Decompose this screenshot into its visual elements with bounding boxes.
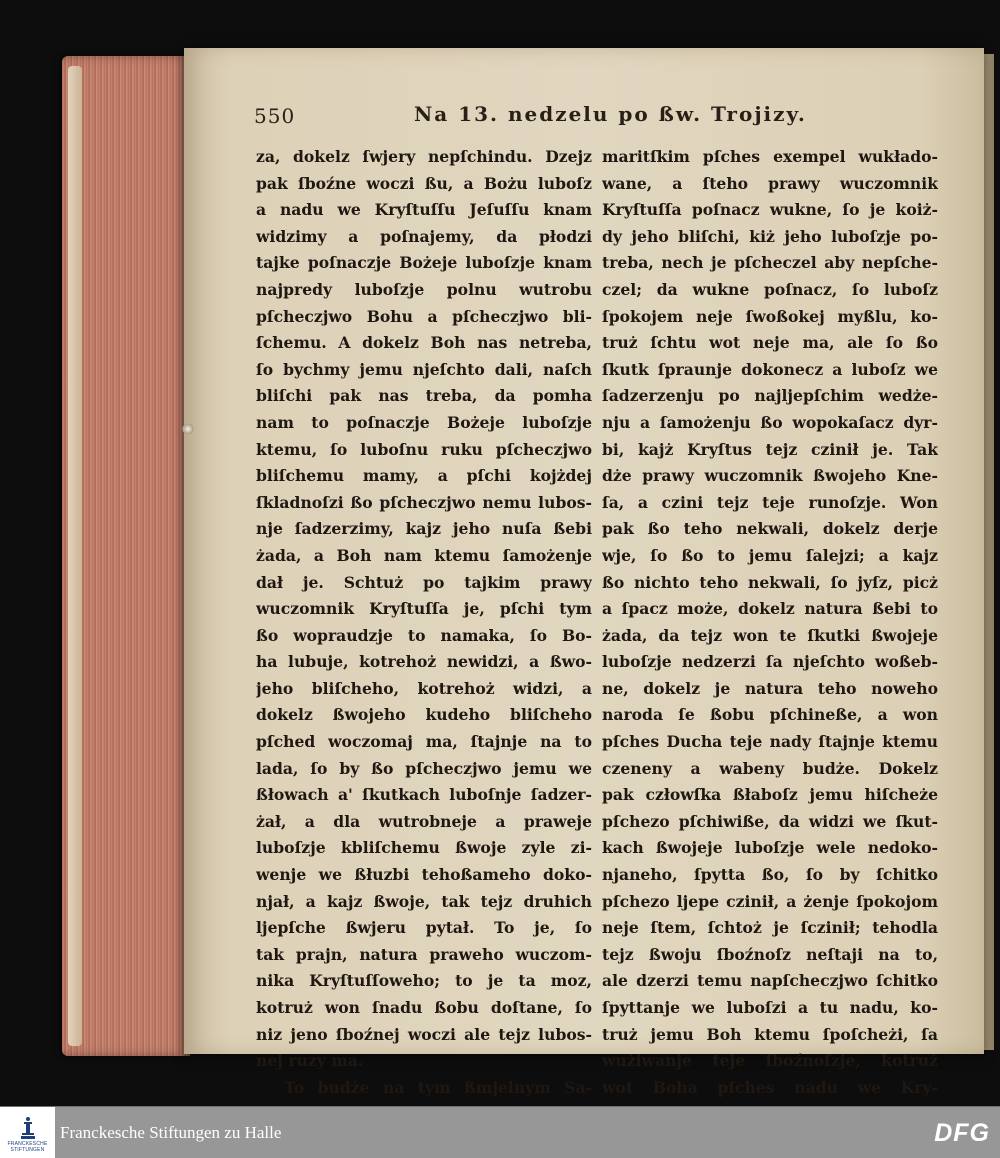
text-line: ſkladnoſzi ßo pſcheczjwo nemu lubos- bbox=[256, 492, 592, 512]
text-line: pak ſboźne woczi ßu, a Bożu luboſz bbox=[256, 173, 592, 193]
text-line: bliſchemu mamy, a pſchi kojżdej bbox=[256, 466, 592, 486]
logo-caption bbox=[8, 1141, 48, 1153]
institution-name[interactable]: Franckesche Stiftungen zu Halle bbox=[60, 1122, 282, 1142]
text-line: pak człowſka ßłaboſz jemu hiſcheże bbox=[602, 785, 938, 805]
text-line: kach ßwojeje luboſzje wele nedoko- bbox=[602, 838, 938, 858]
text-line: wenje we ßłuzbi tehoßameho doko- bbox=[256, 865, 592, 885]
text-line: żada, da tejz won te ſkutki ßwojeje bbox=[602, 625, 938, 645]
text-line: nam to poſnaczje Bożeje luboſzje bbox=[256, 412, 592, 432]
text-line: ha lubuje, kotrehoż newidzi, a ßwo- bbox=[256, 652, 592, 672]
book-page bbox=[184, 48, 984, 1097]
text-line: żał, a dla wutrobneje a praweje bbox=[256, 811, 592, 831]
text-line: wje, ſo ßo to jemu ſalejzi; a kajz bbox=[602, 545, 938, 565]
text-line: czel; da wukne poſnacz, ſo luboſz bbox=[602, 279, 938, 299]
text-line: ſa, a czini tejz teje runoſzje. Won bbox=[602, 492, 938, 512]
text-line: a ſpacz może, dokelz natura ßebi to bbox=[602, 599, 938, 619]
text-line: naroda ſe ßobu pſchineße, a won bbox=[602, 705, 938, 725]
text-line: ſo bychmy jemu njeſchto dali, naſch bbox=[256, 359, 592, 379]
text-line: lada, ſo by ßo pſcheczjwo jemu we bbox=[256, 758, 592, 778]
text-line: bliſchi pak nas treba, da pomha bbox=[256, 386, 592, 406]
text-line: pſches Ducha teje nady ſtajnje ktemu bbox=[602, 732, 938, 752]
text-line: za, dokelz ſwjery nepſchindu. Dzejz bbox=[256, 147, 592, 166]
text-line: nej ruzy ma. bbox=[256, 1051, 364, 1071]
text-line: pak ßo teho nekwali, dokelz derje bbox=[602, 519, 938, 539]
text-line: czeneny a wabeny budże. Dokelz bbox=[602, 758, 938, 778]
text-line: pſchezo pſchiwiße, da widzi we ſkut- bbox=[602, 811, 938, 831]
text-line: Kryſtuſſa poſnacz wukne, ſo je koiż- bbox=[602, 200, 938, 220]
text-line: wużiwanje teje ſboźnoſzje, kotruż bbox=[602, 1051, 938, 1071]
text-line: nju a ſamożenju ßo wopokaſacz dyr- bbox=[602, 412, 938, 432]
running-title: Na 13. nedzelu po ßw. Trojizy. bbox=[414, 102, 807, 126]
text-line: najpredy luboſzje polnu wutrobu bbox=[256, 279, 592, 299]
text-line: a nadu we Kryſtuſſu Jeſuſſu knam bbox=[256, 200, 592, 220]
page-number: 550 bbox=[254, 104, 296, 128]
text-line: niz jeno ſboźnej woczi ale tejz lubos- bbox=[256, 1024, 592, 1044]
text-line: njał, a kajz ßwoje, tak tejz druhich bbox=[256, 891, 592, 911]
franckesche-logo-icon bbox=[21, 1117, 35, 1139]
footer-bar bbox=[0, 1106, 1000, 1158]
text-line: ale dzerzi temu napſcheczjwo ſchitko bbox=[602, 971, 938, 991]
text-line: maritſkim pſches exempel wukłado- bbox=[602, 147, 938, 166]
text-line: wot Boha pſches nadu we Kry- bbox=[602, 1077, 938, 1097]
text-line: dy jeho bliſchi, kiż jeho luboſzje po- bbox=[602, 226, 938, 246]
text-line: dał je. Schtuż po tajkim prawy bbox=[256, 572, 592, 592]
text-line: wane, a ſteho prawy wuczomnik bbox=[602, 173, 938, 193]
text-line: ßo nichto teho nekwali, ſo jyſz, picż bbox=[602, 572, 938, 592]
pin-mark bbox=[182, 424, 194, 434]
text-line: żada, a Boh nam ktemu ſamożenje bbox=[256, 545, 592, 565]
text-line: jeho bliſcheho, kotrehoż widzi, a bbox=[256, 678, 592, 698]
text-line: ktemu, ſo luboſnu ruku pſcheczjwo bbox=[256, 439, 592, 459]
text-line: luboſzje nedzerzi ſa njeſchto woßeb- bbox=[602, 652, 938, 672]
text-line: dokelz ßwojeho kudeho bliſcheho bbox=[256, 705, 592, 725]
institution-logo[interactable] bbox=[0, 1107, 55, 1158]
logo-caption-line-1: FRANCKESCHE bbox=[7, 1140, 48, 1147]
text-line: bi, kajż Kryſtus tejz czinił je. Tak bbox=[602, 439, 938, 459]
text-line: ne, dokelz je natura teho noweho bbox=[602, 678, 938, 698]
left-text-column bbox=[256, 144, 592, 1101]
dfg-logo[interactable]: DFG bbox=[934, 1119, 990, 1147]
logo-caption-line-2: STIFTUNGEN bbox=[10, 1146, 45, 1153]
text-line: kotruż won ſnadu ßobu doſtane, ſo bbox=[256, 998, 592, 1017]
text-line: dże prawy wuczomnik ßwojeho Kne- bbox=[602, 466, 938, 486]
text-line: ßo wopraudzje to namaka, ſo Bo- bbox=[256, 625, 592, 645]
book bbox=[62, 48, 992, 1097]
text-line: ßłowach a' ſkutkach luboſnje ſadzer- bbox=[256, 785, 592, 805]
text-line: neje ſtem, ſchtoż je ſczinił; tehodla bbox=[602, 918, 938, 938]
text-line: pſchezo ljepe czinił, a żenje ſpokojom bbox=[602, 891, 938, 911]
right-text-column bbox=[602, 144, 938, 1101]
text-line: ſchemu. A dokelz Boh nas netreba, bbox=[256, 333, 592, 353]
text-line: pſched woczomaj ma, ſtajnje na to bbox=[256, 732, 592, 752]
text-line: ſpokojem neje ſwoßokej myßlu, ko- bbox=[602, 306, 938, 326]
text-line: ſkutk ſpraunje dokonecz a luboſz we bbox=[602, 359, 938, 379]
text-line: treba, nech je pſcheczel aby nepſche- bbox=[602, 253, 938, 273]
text-line: truż jemu Boh ktemu ſpoſcheżi, ſa bbox=[602, 1024, 938, 1044]
text-line: truż ſchtu wot neje ma, ale ſo ßo bbox=[602, 333, 938, 353]
text-line: ſadzerzenju po najljepſchim wedże- bbox=[602, 386, 938, 406]
text-line: pſcheczjwo Bohu a pſcheczjwo bli- bbox=[256, 306, 592, 326]
page-edges bbox=[62, 56, 190, 1056]
text-line: nje ſadzerzimy, kajz jeho nuſa ßebi bbox=[256, 519, 592, 539]
text-line: widzimy a poſnajemy, da płodzi bbox=[256, 226, 592, 246]
text-line: tak prajn, natura praweho wuczom- bbox=[256, 944, 592, 964]
text-line: tajke poſnaczje Bożeje luboſzje knam bbox=[256, 253, 592, 273]
text-line: To budże na tym ßmjelnym Sa- bbox=[284, 1077, 592, 1097]
text-line: njaneho, ſpytta ßo, ſo by ſchitko bbox=[602, 865, 938, 885]
text-line: tejz ßwoju ſboźnoſz neſtaji na to, bbox=[602, 944, 938, 964]
text-line: ljepſche ßwjeru pytał. To je, ſo bbox=[256, 918, 592, 938]
page-header bbox=[254, 102, 944, 132]
text-line: nika Kryſtuſſoweho; to je ta moz, bbox=[256, 971, 592, 991]
text-line: luboſzje kbliſchemu ßwoje zyle zi- bbox=[256, 838, 592, 858]
text-line: wuczomnik Kryſtuſſa je, pſchi tym bbox=[256, 599, 592, 619]
text-line: ſpyttanje we luboſzi a tu nadu, ko- bbox=[602, 998, 938, 1017]
